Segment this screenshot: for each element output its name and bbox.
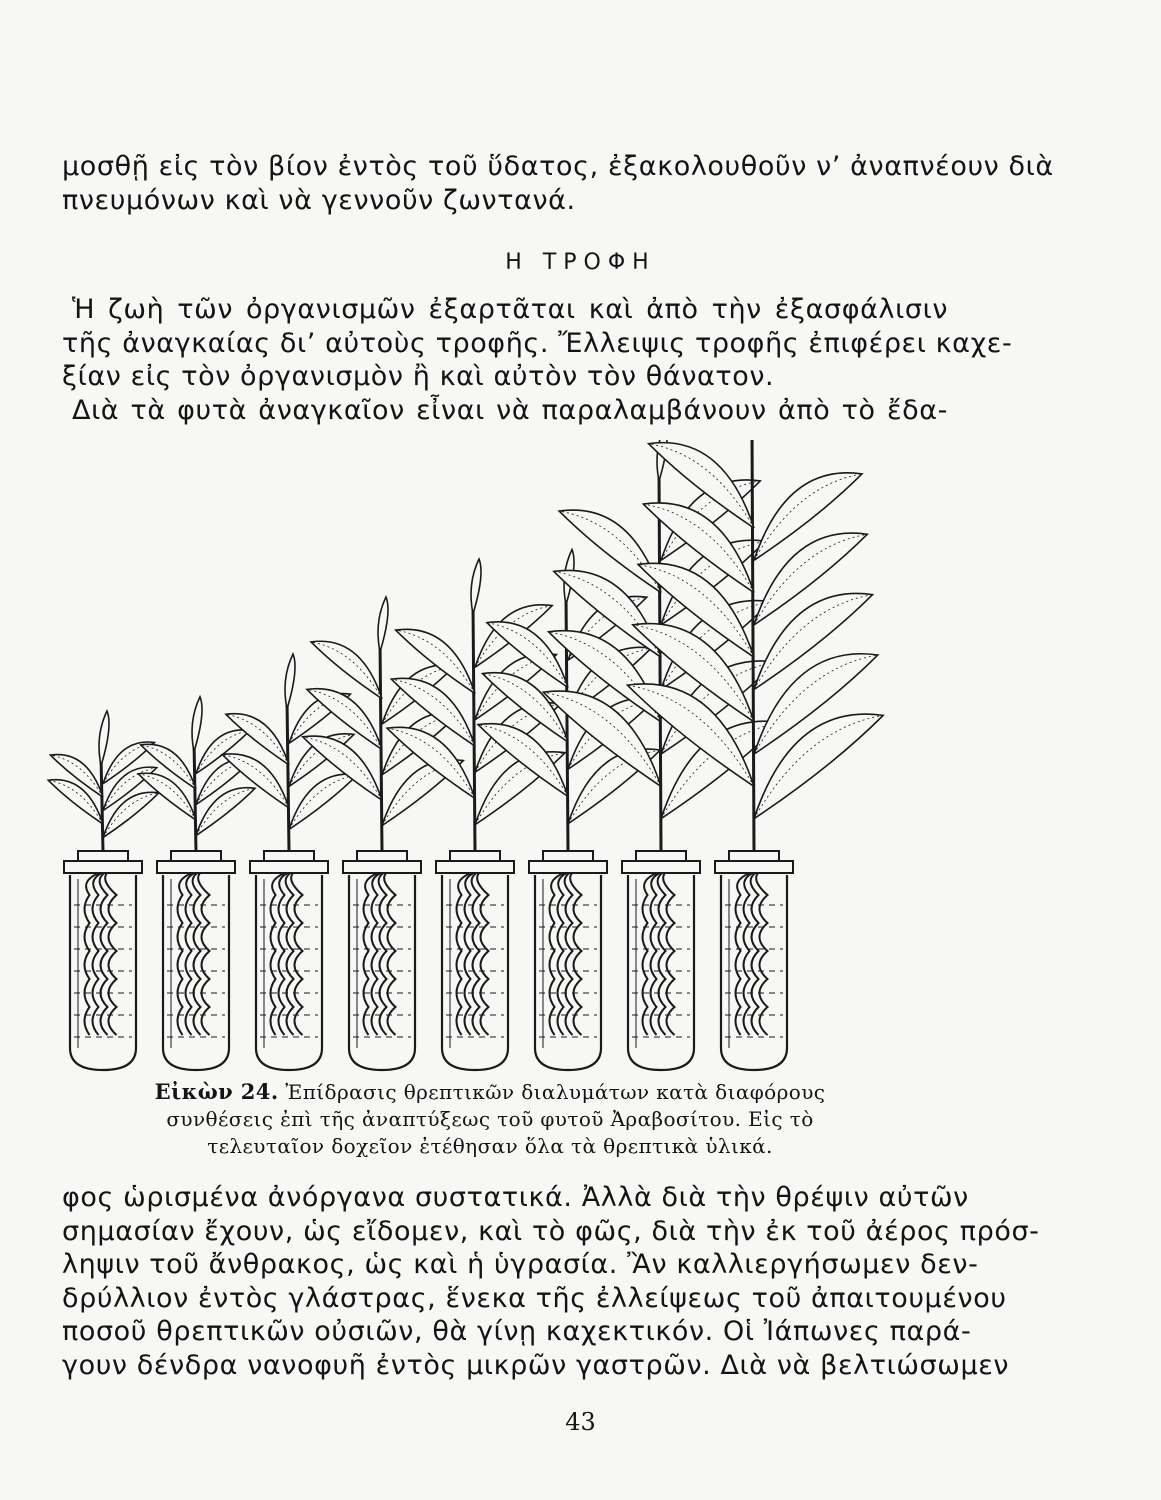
text-line: σημασίαν ἔχουν, ὡς εἴδομεν, καὶ τὸ φῶς, διὰ τὴν ἐκ τοῦ ἀέρος πρόσ- <box>62 1215 1040 1247</box>
stopper-cap <box>171 851 221 861</box>
root <box>465 873 474 1035</box>
stopper-cap <box>357 851 407 861</box>
stem <box>659 471 661 851</box>
root <box>663 873 674 1035</box>
stopper-cap <box>543 851 593 861</box>
root <box>472 873 480 1035</box>
stopper <box>529 861 607 873</box>
root <box>372 873 381 1035</box>
root <box>100 873 108 1035</box>
section-heading: Η ΤΡΟΦΗ <box>505 250 656 275</box>
root <box>651 873 660 1035</box>
stem <box>752 440 754 851</box>
figure-caption <box>110 1078 870 1160</box>
caption-line: συνθέσεις ἐπὶ τῆς ἀναπτύξεως τοῦ φυτοῦ Ἀραβοσίτου. Εἰς τὸ <box>166 1107 814 1131</box>
page-number: 43 <box>565 1408 596 1436</box>
root <box>291 873 302 1035</box>
root <box>565 873 573 1035</box>
caption-line: Ἐπίδρασις θρεπτικῶν διαλυμάτων κατὰ διαφόρους <box>285 1080 826 1104</box>
root <box>477 873 488 1035</box>
vessel-plant <box>387 559 565 1070</box>
root <box>186 873 195 1035</box>
text-line: Διὰ τὰ φυτὰ ἀναγκαῖον εἶναι νὰ παραλαμβάνουν ἀπὸ τὸ ἔδα- <box>72 394 948 426</box>
leaf <box>285 654 295 709</box>
stopper-cap <box>78 851 128 861</box>
leaf <box>750 440 760 443</box>
root <box>193 873 201 1035</box>
root <box>658 873 666 1035</box>
root <box>105 873 116 1035</box>
stopper-cap <box>450 851 500 861</box>
stopper <box>250 861 328 873</box>
paragraph-nutrition <box>62 293 1013 427</box>
leaf <box>99 711 109 766</box>
caption-line: τελευταῖον δοχεῖον ἐτέθησαν ὅλα τὰ θρεπτικὰ ὑλικά. <box>207 1134 773 1158</box>
caption-label: Εἰκὼν 24. <box>154 1079 279 1104</box>
stopper-cap <box>729 851 779 861</box>
root <box>570 873 581 1035</box>
text-line: τῆς ἀναγκαίας δι’ αὐτοὺς τροφῆς. Ἔλλειψις τροφῆς ἐπιφέρει καχε- <box>62 327 1013 359</box>
text-line: ξίαν εἰς τὸν ὀργανισμὸν ἢ καὶ αὐτὸν τὸν θάνατον. <box>62 361 775 392</box>
stopper <box>715 861 793 873</box>
stopper <box>436 861 514 873</box>
vessel-plant <box>138 697 255 1070</box>
stopper <box>622 861 700 873</box>
text-line: φος ὡρισμένα ἀνόργανα συστατικά. Ἀλλὰ διὰ τὴν θρέψιν αὐτῶν <box>62 1182 969 1213</box>
stopper-cap <box>264 851 314 861</box>
root <box>198 873 209 1035</box>
root <box>744 873 753 1035</box>
stopper-cap <box>636 851 686 861</box>
vessel-plant <box>627 440 883 1070</box>
root <box>751 873 759 1035</box>
paragraph-continuation <box>62 1181 1040 1382</box>
text-line: γουν δένδρα νανοφυῆ ἐντὸς μικρῶν γαστρῶν. Διὰ νὰ βελτιώσωμεν <box>62 1349 1010 1381</box>
vessel-plant <box>48 711 159 1070</box>
paragraph-intro <box>62 150 1054 217</box>
text-line: πνευμόνων καὶ νὰ γεννοῦν ζωντανά. <box>62 184 576 216</box>
stopper <box>64 861 142 873</box>
stopper <box>343 861 421 873</box>
root <box>286 873 294 1035</box>
stem <box>473 604 475 851</box>
text-line: δρύλλιον ἐντὸς γλάστρας, ἕνεκα τῆς ἐλλείψεως τοῦ ἀπαιτουμένου <box>62 1282 1007 1314</box>
root <box>756 873 767 1035</box>
leaf <box>378 597 388 652</box>
root <box>384 873 395 1035</box>
root <box>558 873 567 1035</box>
figure-corn-plants-illustration <box>40 440 940 1080</box>
leaf <box>471 559 481 614</box>
text-line: ληψιν τοῦ ἄνθρακος, ὡς καὶ ἡ ὑγρασία. Ἂν καλλιεργήσωμεν δεν- <box>62 1249 979 1280</box>
leaf <box>192 697 202 752</box>
root <box>279 873 288 1035</box>
stopper <box>157 861 235 873</box>
text-line: Ἡ ζωὴ τῶν ὀργανισμῶν ἐξαρτᾶται καὶ ἀπὸ τὴν ἐξασφάλισιν <box>72 294 948 325</box>
root <box>379 873 387 1035</box>
root <box>93 873 102 1035</box>
text-line: μοσθῇ εἰς τὸν βίον ἐντὸς τοῦ ὕδατος, ἐξακολουθοῦν ν’ ἀναπνέουν διὰ <box>62 151 1054 182</box>
leaf <box>289 774 357 829</box>
text-line: ποσοῦ θρεπτικῶν οὐσιῶν, θὰ γίνῃ καχεκτικόν. Οἱ Ἰάπωνες παρά- <box>62 1316 972 1347</box>
